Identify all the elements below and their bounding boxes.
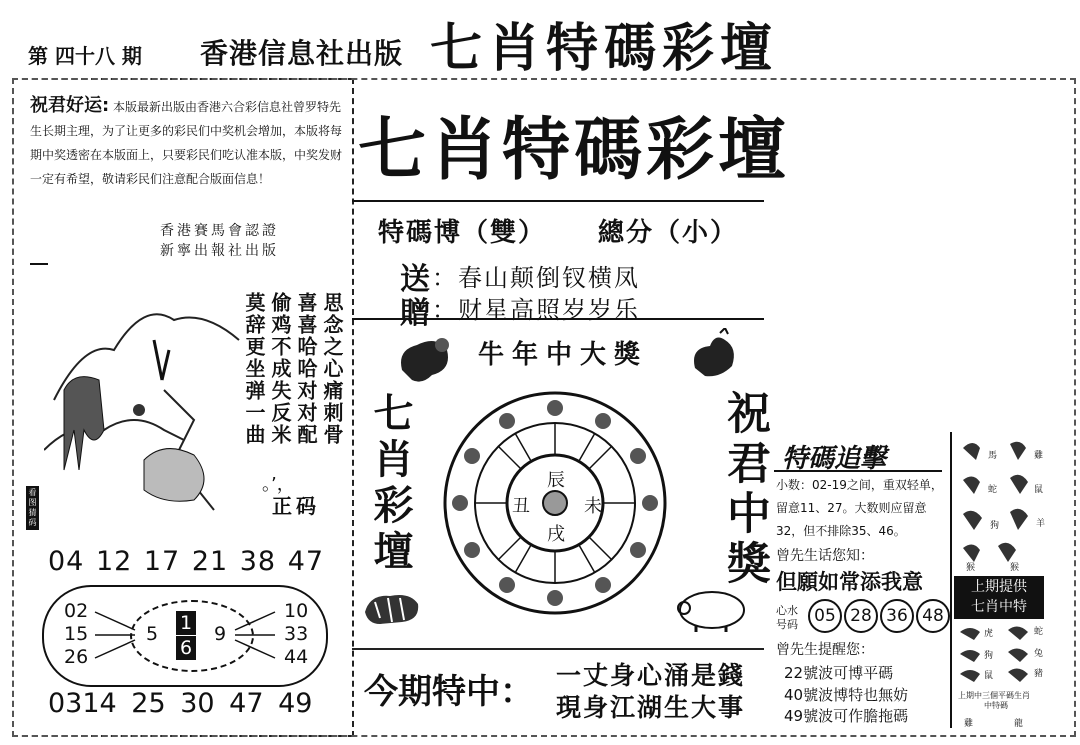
zodiac-label: 兔 (1034, 649, 1044, 659)
pig-icon (672, 584, 752, 634)
zodiac-animals-top (958, 438, 1044, 572)
poem-end-mark: 。’， (262, 474, 295, 495)
guess-label: 看图猜码 (28, 488, 37, 528)
oval-center-right: 9 (214, 623, 227, 645)
zodiac-label: 猴 (1010, 563, 1020, 573)
notice-block (30, 94, 345, 191)
poem-col-1: 思念之心痛刺骨 (320, 292, 344, 446)
publisher-name: 香港信息社出版 (200, 37, 404, 70)
bet-label: 特碼博（雙） (378, 218, 547, 248)
remind-line-3: 49號波可作膽拖碼 (784, 707, 909, 725)
send-text: ：春山颠倒钗横凤 (432, 264, 640, 292)
zodiac-footer-line-1: 上期中三個平碼生肖 (958, 691, 1030, 700)
zodiac-wheel (440, 388, 670, 618)
zodiac-label: 豬 (1034, 669, 1044, 679)
wheel-banner: 牛年中大獎 (478, 340, 649, 370)
poem-answer: 正码 (272, 494, 320, 518)
zodiac-label: 雞 (1034, 451, 1044, 461)
current-hit-line-1: 一丈身心涌是錢 (556, 661, 746, 690)
heart-label-2: 号码 (776, 618, 798, 631)
heart-label-1: 心水 (776, 604, 798, 617)
zodiac-label: 蛇 (1034, 627, 1044, 637)
remind-line-2: 40號波博特也無妨 (784, 686, 909, 704)
numbers-top: 04 12 17 21 38 47 (48, 546, 325, 577)
oval-box-top: 1 (176, 611, 196, 635)
tracker-title-divider (774, 470, 942, 472)
zodiac-label: 狗 (984, 651, 994, 661)
zodiac-label: 鼠 (984, 671, 994, 681)
zodiac-label: 龍 (1014, 719, 1024, 729)
tracker-body: 小数：02-19之间，重双轻单，留意11、27。大数则应留意32，但不排除35、46。 (776, 478, 943, 538)
zodiac-label: 猴 (966, 563, 976, 573)
gift-text: ：财星高照岁岁乐 (432, 296, 640, 324)
oval-box-bottom: 6 (176, 636, 196, 660)
oval-right-1: 10 (284, 600, 309, 622)
remind-line-1: 22號波可博平碼 (784, 664, 894, 682)
last-issue-banner-line-2: 七肖中特 (971, 599, 1027, 615)
last-issue-banner (954, 576, 1044, 619)
wheel-char-right: 未 (584, 496, 602, 517)
header-title: 七肖特碼彩壇 (430, 18, 779, 79)
numbers-bottom: 0314 25 30 47 49 (48, 688, 313, 719)
landscape-illustration (44, 280, 244, 520)
send-char: 送 (400, 262, 430, 297)
cert-line-2: 新寧出報社出版 (160, 243, 279, 259)
heart-number: 28 (844, 599, 878, 633)
notice-heading: 祝君好运: (30, 95, 110, 116)
zodiac-label: 鼠 (1034, 485, 1044, 495)
issue-number: 第 四十八 期 (28, 44, 142, 68)
zodiac-animals-bottom (958, 622, 1044, 686)
tracker-title: 特碼追擊 (782, 444, 887, 474)
cert-line-1: 香港賽馬會認證 (160, 223, 279, 239)
wheel-char-bottom: 戌 (547, 524, 565, 545)
wheel-left-vertical: 七肖彩壇 (367, 392, 414, 576)
heart-number: 36 (880, 599, 914, 633)
zodiac-label: 狗 (990, 521, 1000, 531)
notice-body: 本版最新出版由香港六合彩信息社曾罗特先生长期主理，为了让更多的彩民们中奖机会增加，本版将每期中奖透密在本版面上，只要彩民们吃认准本版，中奖发财一定有希望，敬请彩民们注意配合版面信息！ (30, 100, 343, 186)
rooster-icon (680, 328, 746, 384)
wheel-right-vertical: 祝君中獎 (719, 390, 770, 590)
current-hit-line-2: 現身江湖生大事 (556, 693, 746, 722)
wheel-char-top: 辰 (547, 470, 565, 491)
remind-label: 曾先生提醒您： (776, 642, 874, 658)
zodiac-label: 雞 (964, 719, 974, 729)
oval-right-3: 44 (284, 646, 309, 668)
current-hit-label: 今期特中： (364, 672, 534, 712)
zodiac-label: 蛇 (988, 485, 998, 495)
oval-left-3: 26 (64, 646, 89, 668)
oval-left-1: 02 (64, 600, 89, 622)
gift-char: 贈 (400, 296, 430, 331)
zodiac-label: 羊 (1036, 519, 1046, 529)
wheel-char-left: 丑 (512, 496, 530, 517)
heart-numbers (808, 599, 952, 633)
poem-col-2: 喜喜哈哈对对配 (294, 292, 318, 446)
poem-col-3: 偷鸡不成失反米 (268, 292, 292, 446)
poem-col-4: 莫辞更坐弹一曲 (242, 292, 266, 446)
gift-divider (352, 318, 764, 320)
heart-number: 05 (808, 599, 842, 633)
oval-left-2: 15 (64, 623, 89, 645)
tiger-icon (360, 582, 424, 628)
total-label: 總分（小） (598, 218, 739, 248)
gentleman-label: 曾先生话您知： (776, 548, 874, 564)
oval-center-left: 5 (146, 623, 159, 645)
last-issue-banner-line-1: 上期提供 (971, 579, 1027, 595)
heart-number: 48 (916, 599, 950, 633)
oval-right-2: 33 (284, 623, 309, 645)
zodiac-label: 馬 (988, 451, 998, 461)
title-divider (352, 200, 764, 202)
zodiac-footer-line-2: 中特碼 (984, 701, 1008, 710)
monkey-icon (392, 330, 458, 386)
zodiac-label: 虎 (984, 629, 994, 639)
main-title: 七肖特碼彩壇 (358, 110, 791, 190)
wish-text: 但願如常添我意 (776, 570, 923, 594)
notice-divider (30, 263, 48, 265)
